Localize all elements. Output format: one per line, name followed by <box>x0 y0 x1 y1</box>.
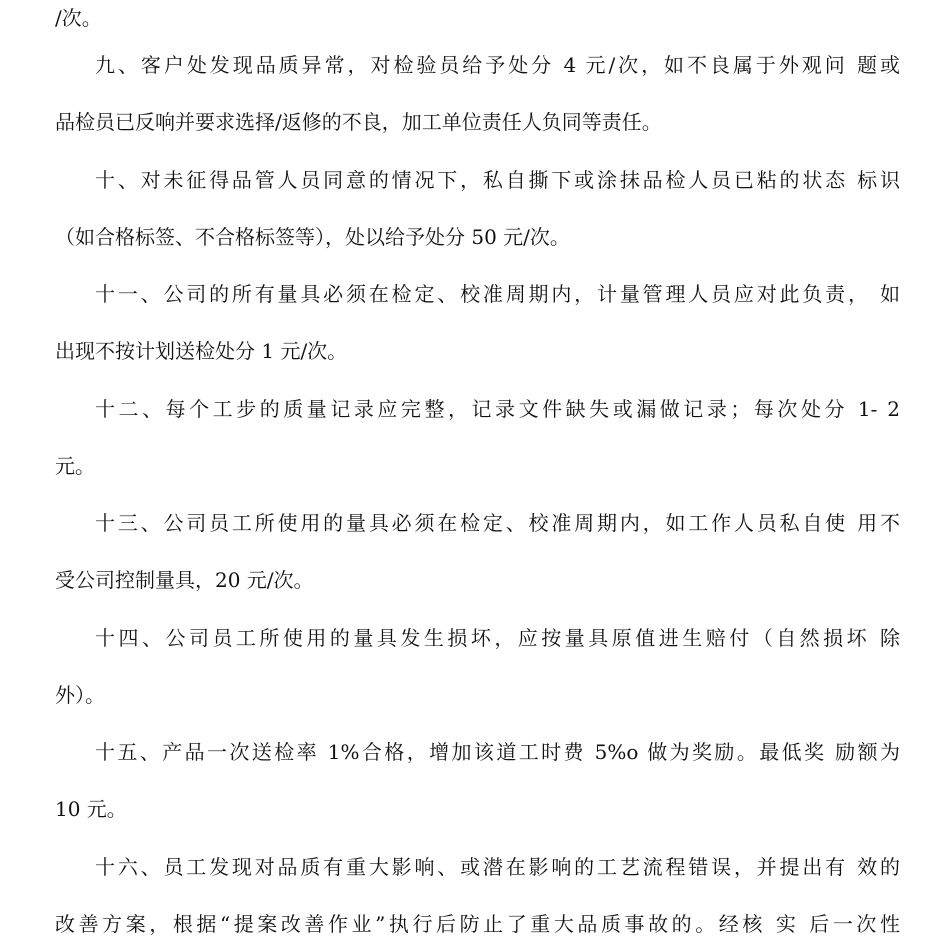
clause-9-line-2: 品检员已反响并要求选择/返修的不良，加工单位责任人负同等责任。 <box>55 110 662 134</box>
clause-11-line-1: 十一、公司的所有量具必须在检定、校准周期内，计量管理人员应对此负责， 如 <box>95 282 900 306</box>
clause-12-line-1: 十二、每个工步的质量记录应完整，记录文件缺失或漏做记录；每次处分 1- 2 <box>95 397 900 421</box>
text-line-1: /次。 <box>55 6 102 30</box>
clause-13-line-1: 十三、公司员工所使用的量具必须在检定、校准周期内，如工作人员私自使 用不 <box>95 511 900 535</box>
clause-10-line-1: 十、对未征得品管人员同意的情况下，私自撕下或涂抹品检人员已粘的状态 标识 <box>95 168 900 192</box>
clause-15-line-1: 十五、产品一次送检率 1%合格，增加该道工时费 5%o 做为奖励。最低奖 励额为 <box>95 740 900 764</box>
clause-10-line-2: （如合格标签、不合格标签等），处以给予处分 50 元/次。 <box>55 225 570 249</box>
clause-9-line-1: 九、客户处发现品质异常，对检验员给予处分 4 元/次，如不良属于外观问 题或 <box>95 53 900 77</box>
clause-16-line-2: 改善方案，根据“提案改善作业”执行后防止了重大品质事故的。经核 实 后一次性 <box>55 912 900 936</box>
clause-14-line-2: 外）。 <box>55 683 105 707</box>
clause-15-line-2: 10 元。 <box>55 797 127 821</box>
clause-14-line-1: 十四、公司员工所使用的量具发生损坏，应按量具原值进生赔付（自然损坏 除 <box>95 626 900 650</box>
clause-11-line-2: 出现不按计划送检处分 1 元/次。 <box>55 339 348 363</box>
clause-13-line-2: 受公司控制量具，20 元/次。 <box>55 568 314 592</box>
clause-16-line-1: 十六、员工发现对品质有重大影响、或潜在影响的工艺流程错误，并提出有 效的 <box>95 855 900 879</box>
clause-12-line-2: 元。 <box>55 454 95 478</box>
